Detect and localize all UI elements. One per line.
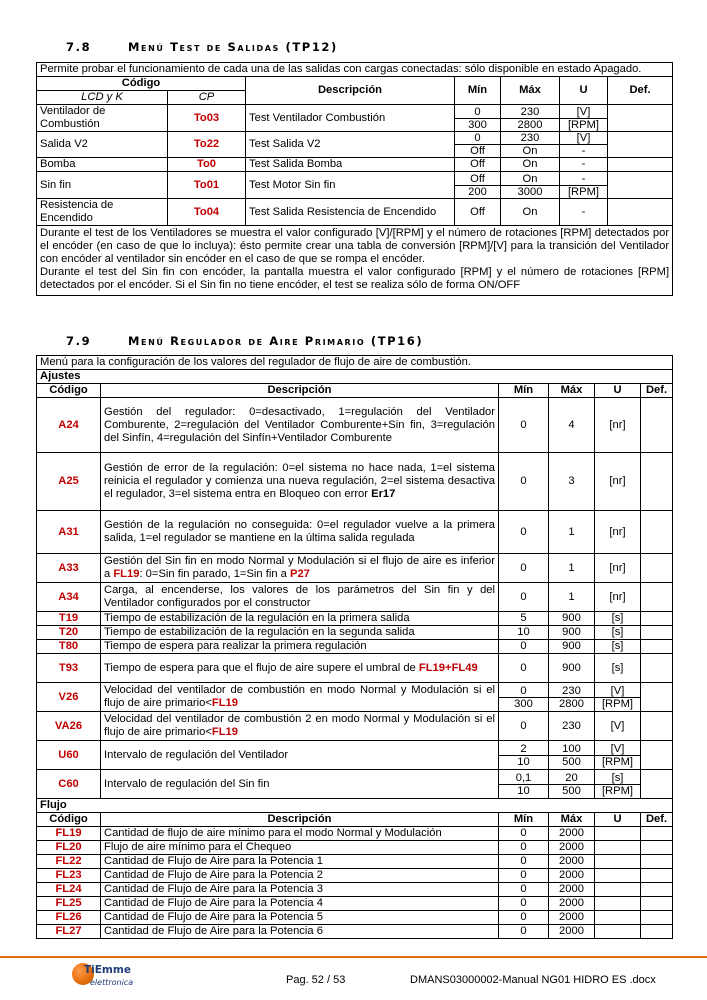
flujo-heading: Flujo: [37, 799, 673, 813]
max-value: 230: [549, 685, 594, 698]
min-value: 0: [499, 897, 549, 911]
description-text: Velocidad del ventilador de combustión 2 en modo Normal y Modulación si el flujo de aire primario<: [104, 713, 495, 738]
default-value: [608, 158, 673, 172]
unit-value: [595, 855, 641, 869]
test-notes: [37, 226, 673, 296]
default-value: [641, 640, 673, 654]
max-value: 230: [549, 712, 595, 741]
header-min: Mín: [455, 77, 501, 105]
max-value: 230: [501, 132, 559, 145]
min-value: 0: [499, 883, 549, 897]
max-value: 1: [549, 554, 595, 583]
table-row: [37, 511, 673, 554]
document-filename: DMANS03000002-Manual NG01 HIDRO ES .docx: [410, 974, 656, 986]
header-max: Máx: [549, 813, 595, 827]
unit-value: [595, 841, 641, 855]
table-row: [37, 925, 673, 939]
min-value: 0: [499, 869, 549, 883]
param-code: A31: [37, 511, 101, 554]
param-code: T93: [37, 654, 101, 683]
max-value: 2000: [549, 925, 595, 939]
table-row: [37, 640, 673, 654]
unit-value: [s]: [595, 654, 641, 683]
unit-value: [595, 827, 641, 841]
table-row: [37, 770, 673, 799]
default-value: [641, 626, 673, 640]
description-text: Tiempo de espera para que el flujo de aire supere el umbral de: [104, 661, 419, 674]
min-value: 2: [499, 743, 548, 756]
default-value: [641, 654, 673, 683]
max-value: On: [522, 145, 538, 157]
max-value: 2800: [517, 118, 543, 131]
max-value: 500: [562, 784, 581, 797]
max-value: 900: [549, 654, 595, 683]
max-value: On: [501, 158, 560, 172]
max-value: 2000: [549, 855, 595, 869]
min-value: 10: [499, 626, 549, 640]
unit-value: [595, 869, 641, 883]
param-description: [101, 712, 499, 741]
param-description: [101, 683, 499, 712]
table-row: [37, 453, 673, 511]
row-description: Test Ventilador Combustión: [246, 105, 455, 132]
company-logo: [72, 962, 142, 992]
default-value: [641, 453, 673, 511]
param-code: FL20: [37, 841, 101, 855]
param-description: Tiempo de estabilización de la regulación en la primera salida: [101, 612, 499, 626]
cp-code: To03: [168, 105, 246, 132]
section-number: 7.8: [66, 40, 92, 54]
table-row: [37, 869, 673, 883]
unit-value: -: [560, 158, 608, 172]
min-value: 0: [499, 911, 549, 925]
cp-code: To0: [168, 158, 246, 172]
max-value: 4: [549, 398, 595, 453]
row-description: Test Salida V2: [246, 132, 455, 158]
min-value: 0: [455, 106, 500, 119]
note-paragraph: Durante el test de los Ventiladores se muestra el valor configurado [V]/[RPM] y el número de rotaciones [RPM] detectados por el encóder (en caso de que lo incluya): ésto permite crear una tabla de conversión [RPM]/[V] para la transición del Ventilador con encóder al ventilador sin encóder en el caso de que se rompa el encóder.: [40, 227, 670, 265]
min-value: 0: [499, 398, 549, 453]
max-value: 1: [549, 583, 595, 612]
unit-value: [595, 911, 641, 925]
min-value: 10: [517, 784, 530, 797]
table-row: [37, 712, 673, 741]
table-row: [37, 158, 673, 172]
table-row: [37, 398, 673, 453]
max-value: 2000: [549, 869, 595, 883]
unit-value: -: [560, 199, 608, 226]
min-value: 0: [499, 453, 549, 511]
default-value: [641, 398, 673, 453]
header-u: U: [595, 384, 641, 398]
min-value: 0: [499, 855, 549, 869]
table-row: [37, 199, 673, 226]
unit-value: [RPM]: [601, 784, 634, 797]
max-value: 230: [501, 106, 559, 119]
unit-value: [V]: [560, 106, 607, 119]
section-title-7-9: [66, 334, 423, 348]
table-intro: Permite probar el funcionamiento de cada una de las salidas con cargas conectadas: sólo disponible en estado Apagado.: [37, 63, 673, 77]
unit-value: [s]: [595, 772, 640, 785]
param-code: FL24: [37, 883, 101, 897]
default-value: [641, 554, 673, 583]
max-value: On: [501, 199, 560, 226]
lcd-label: Sin fin: [37, 172, 168, 199]
unit-value: [595, 925, 641, 939]
default-value: [641, 612, 673, 626]
default-value: [641, 883, 673, 897]
description-text: : 0=Sin fin parado, 1=Sin fin a: [139, 568, 290, 580]
param-description: Cantidad de Flujo de Aire para la Potencia 5: [101, 911, 499, 925]
default-value: [641, 855, 673, 869]
table-row: [37, 827, 673, 841]
header-descripcion: Descripción: [101, 384, 499, 398]
header-codigo: Código: [37, 77, 246, 91]
max-value: 500: [562, 755, 581, 768]
param-reference: FL19: [211, 697, 239, 709]
param-description: Intervalo de regulación del Sin fin: [101, 770, 499, 799]
param-code: V26: [37, 683, 101, 712]
cp-code: To04: [168, 199, 246, 226]
unit-value: [V]: [595, 743, 640, 756]
unit-value: [595, 883, 641, 897]
min-value: 0: [499, 640, 549, 654]
table-row: [37, 105, 673, 132]
unit-value: [RPM]: [601, 697, 634, 710]
row-description: Test Salida Resistencia de Encendido: [246, 199, 455, 226]
max-value: 2000: [549, 883, 595, 897]
header-descripcion: Descripción: [246, 77, 455, 105]
unit-value: [595, 897, 641, 911]
min-value: 0: [499, 511, 549, 554]
header-max: Máx: [549, 384, 595, 398]
ajustes-heading: Ajustes: [37, 370, 673, 384]
cp-code: To01: [168, 172, 246, 199]
description-text: Gestión de error de la regulación: 0=el sistema no hace nada, 1=el sistema reinicia el regulador y comienza una nueva regulación, 2=el sistema desactiva el regulador, 3=el sistema entra en Bloqueo con error: [104, 462, 495, 500]
header-min: Mín: [499, 813, 549, 827]
table-intro: Menú para la configuración de los valores del regulador de flujo de aire de combustión.: [37, 356, 673, 370]
param-reference: P27: [289, 568, 310, 580]
default-value: [608, 199, 673, 226]
header-def: Def.: [641, 813, 673, 827]
param-description: Tiempo de estabilización de la regulación en la segunda salida: [101, 626, 499, 640]
table-row: [37, 654, 673, 683]
logo-text: TiEmme: [84, 964, 131, 976]
table-row: [37, 883, 673, 897]
param-code: T20: [37, 626, 101, 640]
default-value: [641, 683, 673, 712]
min-value: 200: [468, 185, 487, 198]
max-value: 2000: [549, 911, 595, 925]
default-value: [608, 132, 673, 158]
param-code: C60: [37, 770, 101, 799]
unit-value: [nr]: [595, 511, 641, 554]
max-value: 2800: [559, 697, 584, 710]
min-value: 10: [517, 755, 530, 768]
header-max: Máx: [501, 77, 560, 105]
param-description: Flujo de aire mínimo para el Chequeo: [101, 841, 499, 855]
param-code: VA26: [37, 712, 101, 741]
param-code: T80: [37, 640, 101, 654]
table-row: [37, 741, 673, 770]
min-value: 0: [499, 925, 549, 939]
error-code: Er17: [371, 488, 396, 500]
param-code: A34: [37, 583, 101, 612]
min-value: 0,1: [499, 772, 548, 785]
min-value: 300: [468, 118, 487, 131]
default-value: [641, 712, 673, 741]
section-number: 7.9: [66, 334, 92, 348]
min-value: 300: [514, 697, 533, 710]
header-def: Def.: [608, 77, 673, 105]
param-description: [101, 554, 499, 583]
param-description: Cantidad de Flujo de Aire para la Potencia 3: [101, 883, 499, 897]
min-value: 0: [499, 554, 549, 583]
header-u: U: [560, 77, 608, 105]
air-regulator-table: [36, 355, 673, 939]
max-value: 900: [549, 626, 595, 640]
param-code: A25: [37, 453, 101, 511]
param-code: FL27: [37, 925, 101, 939]
table-row: [37, 554, 673, 583]
max-value: 100: [549, 743, 594, 756]
default-value: [608, 105, 673, 132]
table-row: [37, 683, 673, 712]
param-code: FL22: [37, 855, 101, 869]
default-value: [641, 911, 673, 925]
max-value: On: [501, 173, 559, 186]
note-paragraph: Durante el test del Sin fin con encóder, la pantalla muestra el valor configurado [RPM] y el número de rotaciones [RPM] detectados por el encóder. Si el Sin fin no tiene encóder, el test se realiza sólo de forma ON/OFF: [40, 266, 670, 291]
description-text: Gestión del Sin fin en modo Normal y Modulación si el flujo de aire es inferior a: [104, 555, 495, 580]
default-value: [608, 172, 673, 199]
unit-value: [nr]: [595, 398, 641, 453]
unit-value: -: [581, 145, 586, 157]
min-value: 5: [499, 612, 549, 626]
default-value: [641, 741, 673, 770]
table-row: [37, 911, 673, 925]
table-row: [37, 612, 673, 626]
table-row: [37, 172, 673, 199]
table-row: [37, 855, 673, 869]
param-code: T19: [37, 612, 101, 626]
description-text: +: [445, 661, 452, 674]
max-value: 900: [549, 612, 595, 626]
section-title-7-8: [66, 40, 338, 54]
min-value: Off: [455, 199, 501, 226]
unit-value: [V]: [595, 685, 640, 698]
header-codigo: Código: [37, 384, 101, 398]
header-u: U: [595, 813, 641, 827]
unit-value: -: [560, 173, 607, 186]
min-value: Off: [470, 145, 485, 157]
param-description: Cantidad de Flujo de Aire para la Potencia 4: [101, 897, 499, 911]
param-code: A33: [37, 554, 101, 583]
section-heading: Menú Regulador de Aire Primario (TP16): [128, 334, 424, 348]
min-value: 0: [499, 712, 549, 741]
param-description: Cantidad de Flujo de Aire para la Potencia 1: [101, 855, 499, 869]
unit-value: [nr]: [595, 554, 641, 583]
param-description: [101, 654, 499, 683]
cp-code: To22: [168, 132, 246, 158]
param-description: Cantidad de flujo de aire mínimo para el modo Normal y Modulación: [101, 827, 499, 841]
unit-value: [V]: [560, 132, 607, 145]
min-value: 0: [499, 841, 549, 855]
unit-value: [s]: [595, 612, 641, 626]
default-value: [641, 925, 673, 939]
min-value: 0: [499, 654, 549, 683]
param-description: Tiempo de espera para realizar la primera regulación: [101, 640, 499, 654]
table-row: [37, 841, 673, 855]
max-value: 3000: [517, 185, 543, 198]
logo-subtext: elettronica: [90, 978, 134, 987]
param-code: FL23: [37, 869, 101, 883]
max-value: 20: [549, 772, 594, 785]
lcd-label: Resistencia de Encendido: [37, 199, 168, 226]
min-value: 0: [499, 827, 549, 841]
min-value: 0: [499, 685, 548, 698]
test-outputs-table: [36, 62, 673, 296]
header-min: Mín: [499, 384, 549, 398]
min-value: 0: [499, 583, 549, 612]
max-value: 900: [549, 640, 595, 654]
unit-value: [RPM]: [601, 755, 634, 768]
param-code: U60: [37, 741, 101, 770]
param-reference: FL19: [113, 568, 140, 580]
lcd-label: Ventilador de Combustión: [37, 105, 168, 132]
default-value: [641, 770, 673, 799]
max-value: 2000: [549, 827, 595, 841]
param-reference: FL49: [451, 661, 478, 674]
unit-value: [nr]: [595, 583, 641, 612]
table-row: [37, 132, 673, 158]
param-description: Carga, al encenderse, los valores de los parámetros del Sin fin y del Ventilador configurados por el constructor: [101, 583, 499, 612]
default-value: [641, 827, 673, 841]
param-description: [101, 453, 499, 511]
description-text: Velocidad del ventilador de combustión en modo Normal y Modulación si el flujo de aire primario<: [104, 684, 495, 709]
param-code: A24: [37, 398, 101, 453]
table-row: [37, 626, 673, 640]
default-value: [641, 583, 673, 612]
unit-value: [V]: [595, 712, 641, 741]
param-reference: FL19: [418, 661, 446, 674]
param-description: Gestión del regulador: 0=desactivado, 1=regulación del Ventilador Comburente, 2=regulación del Ventilador Comburente+Sin fin, 3=regulación del Sinfín, 4=regulación del Sinfín+Ventilador Comburente: [101, 398, 499, 453]
footer-divider: [0, 956, 707, 958]
default-value: [641, 841, 673, 855]
unit-value: [RPM]: [567, 185, 600, 198]
max-value: 3: [549, 453, 595, 511]
min-value: Off: [455, 173, 500, 186]
header-def: Def.: [641, 384, 673, 398]
header-descripcion: Descripción: [101, 813, 499, 827]
param-description: Cantidad de Flujo de Aire para la Potencia 2: [101, 869, 499, 883]
max-value: 2000: [549, 897, 595, 911]
min-value: 0: [455, 132, 500, 145]
param-code: FL19: [37, 827, 101, 841]
unit-value: [s]: [595, 626, 641, 640]
row-description: Test Motor Sin fin: [246, 172, 455, 199]
unit-value: [nr]: [595, 453, 641, 511]
param-code: FL26: [37, 911, 101, 925]
param-description: Gestión de la regulación no conseguida: 0=el regulador vuelve a la primera salida, 1=el regulador se mantiene en la última salida regulada: [101, 511, 499, 554]
header-codigo: Código: [37, 813, 101, 827]
param-description: Cantidad de Flujo de Aire para la Potencia 6: [101, 925, 499, 939]
section-heading: Menú Test de Salidas (TP12): [128, 40, 338, 54]
page-number: Pag. 52 / 53: [286, 974, 346, 986]
table-row: [37, 583, 673, 612]
param-code: FL25: [37, 897, 101, 911]
header-cp: CP: [168, 91, 246, 105]
row-description: Test Salida Bomba: [246, 158, 455, 172]
table-row: [37, 897, 673, 911]
max-value: 2000: [549, 841, 595, 855]
default-value: [641, 897, 673, 911]
header-lcd: LCD y K: [37, 91, 168, 105]
max-value: 1: [549, 511, 595, 554]
default-value: [641, 869, 673, 883]
min-value: Off: [455, 158, 501, 172]
default-value: [641, 511, 673, 554]
param-description: Intervalo de regulación del Ventilador: [101, 741, 499, 770]
unit-value: [s]: [595, 640, 641, 654]
unit-value: [RPM]: [567, 118, 600, 131]
lcd-label: Salida V2: [37, 132, 168, 158]
lcd-label: Bomba: [37, 158, 168, 172]
param-reference: FL19: [211, 726, 239, 738]
